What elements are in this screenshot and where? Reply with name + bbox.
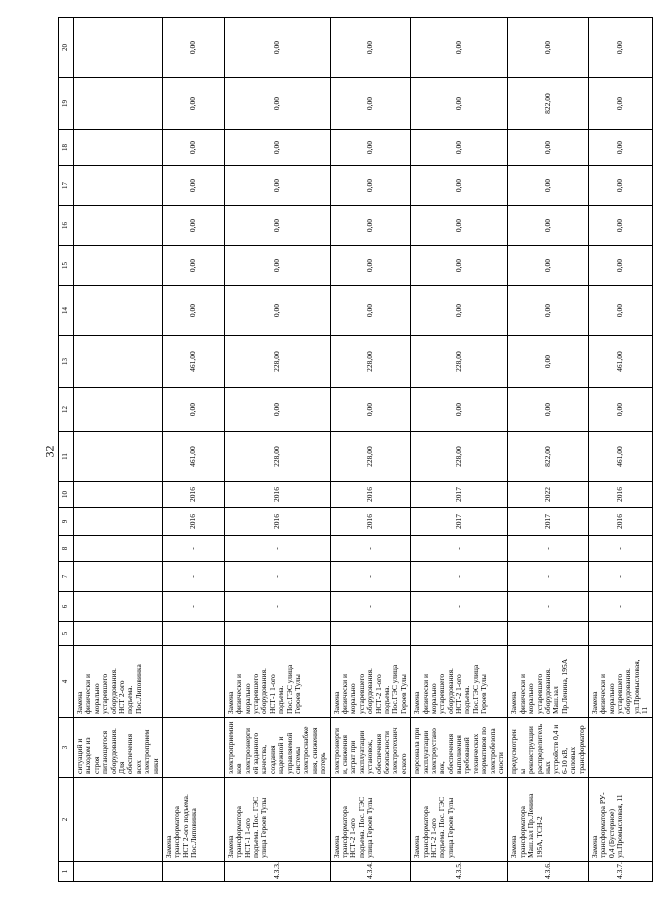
- cell-name: Замена трансформатора НСТ-2 1-ого подъема. Пос. ГЭС улица Героев Тулы: [411, 778, 508, 862]
- cell-c16: 0,00: [508, 206, 589, 246]
- cell-c6: -: [508, 592, 589, 622]
- cell-c15: 0,00: [588, 246, 652, 286]
- column-number-2: 2: [59, 778, 74, 862]
- cell-c10: 2016: [330, 482, 411, 508]
- cell-col5-empty: [224, 622, 330, 646]
- column-number-6: 6: [59, 592, 74, 622]
- cell-c13: 228,00: [411, 336, 508, 388]
- cell-c20: 0,00: [508, 18, 589, 78]
- cell-num: 4.3.6.: [508, 862, 589, 882]
- cell-c15: 0,00: [162, 246, 224, 286]
- cell-c6: -: [162, 592, 224, 622]
- table-row: [411, 18, 508, 882]
- investment-program-table: [58, 17, 653, 882]
- column-number-1: 1: [59, 862, 74, 882]
- cell-num: 4.3.4.: [330, 862, 411, 882]
- cell-c8: -: [588, 536, 652, 562]
- cell-c10: 2016: [162, 482, 224, 508]
- cell-c10: 2016: [224, 482, 330, 508]
- cell-c9: 2016: [162, 508, 224, 536]
- table-row: [162, 18, 224, 882]
- cell-c7: -: [224, 562, 330, 592]
- cell-name: [74, 778, 163, 862]
- cell-c8: -: [411, 536, 508, 562]
- cell-c16: 0,00: [330, 206, 411, 246]
- cell-c8: -: [330, 536, 411, 562]
- cell-c14: [74, 286, 163, 336]
- cell-c6: -: [224, 592, 330, 622]
- cell-c9: 2016: [224, 508, 330, 536]
- cell-c19: 0,00: [588, 78, 652, 130]
- cell-c20: 0,00: [162, 18, 224, 78]
- cell-c17: 0,00: [411, 166, 508, 206]
- cell-c19: [74, 78, 163, 130]
- cell-c20: 0,00: [330, 18, 411, 78]
- cell-c6: -: [588, 592, 652, 622]
- cell-num: 4.3.3.: [224, 862, 330, 882]
- column-number-8: 8: [59, 536, 74, 562]
- cell-reason: электроприемни ков электроэнерги ей заданного качества, создания надежной и управляемой системы электроснабже ния, снижения потерь: [224, 718, 330, 778]
- cell-name: Замена трансформатора НСТ-2 1-ого подъема. Пос. ГЭС улица Героев Тулы: [330, 778, 411, 862]
- table-row: [224, 18, 330, 882]
- cell-c16: 0,00: [411, 206, 508, 246]
- cell-col5-empty: [508, 622, 589, 646]
- cell-c11: 461,00: [588, 432, 652, 482]
- cell-num: [74, 862, 163, 882]
- cell-c17: 0,00: [224, 166, 330, 206]
- cell-c8: -: [162, 536, 224, 562]
- cell-c15: 0,00: [508, 246, 589, 286]
- table-frame: [58, 18, 650, 882]
- cell-c14: 0,00: [508, 286, 589, 336]
- cell-c15: [74, 246, 163, 286]
- cell-c17: 0,00: [508, 166, 589, 206]
- cell-reason: предусмотрен ы реконструкции распределитель ных устройств 0,4 и 6-10 кВ, силовых трансформатор: [508, 718, 589, 778]
- cell-c12: 0,00: [588, 388, 652, 432]
- column-number-13: 13: [59, 336, 74, 388]
- cell-c18: 0,00: [162, 130, 224, 166]
- cell-c7: -: [330, 562, 411, 592]
- column-number-18: 18: [59, 130, 74, 166]
- cell-col5-empty: [411, 622, 508, 646]
- cell-c10: 2017: [411, 482, 508, 508]
- cell-c6: -: [330, 592, 411, 622]
- cell-c18: 0,00: [224, 130, 330, 166]
- cell-c12: 0,00: [330, 388, 411, 432]
- cell-col5-empty: [162, 622, 224, 646]
- cell-goal: Замена физически и морально устаревшего оборудования. НСТ-2 1-ого подъема. Пос.ГЭС улица Героев Тулы: [330, 646, 411, 718]
- cell-c14: 0,00: [162, 286, 224, 336]
- cell-c13: 0,00: [508, 336, 589, 388]
- cell-c20: 0,00: [588, 18, 652, 78]
- cell-reason: [588, 718, 652, 778]
- cell-c17: 0,00: [330, 166, 411, 206]
- cell-num: [162, 862, 224, 882]
- cell-c10: 2016: [588, 482, 652, 508]
- cell-c11: 228,00: [330, 432, 411, 482]
- cell-c8: [74, 536, 163, 562]
- column-number-5: 5: [59, 622, 74, 646]
- cell-c17: 0,00: [162, 166, 224, 206]
- column-number-row: [59, 18, 74, 882]
- cell-c16: [74, 206, 163, 246]
- table-row: [508, 18, 589, 882]
- column-number-11: 11: [59, 432, 74, 482]
- cell-goal: Замена физически и морально устаревшего оборудования. Маш.зал Пр.Ленина, 195А: [508, 646, 589, 718]
- column-number-9: 9: [59, 508, 74, 536]
- cell-c11: 228,00: [411, 432, 508, 482]
- cell-name: Замена трансформатора НСТ 2-ого подъема. Пос.Липовинка: [162, 778, 224, 862]
- page-number: 32: [42, 445, 57, 458]
- cell-name: Замена трансформатора РУ- 0,4 (Бустерное) ул.Промысловая, 11: [588, 778, 652, 862]
- cell-c20: [74, 18, 163, 78]
- table-row: [330, 18, 411, 882]
- cell-col5-empty: [588, 622, 652, 646]
- cell-c15: 0,00: [411, 246, 508, 286]
- cell-reason: персонала при эксплуатации электроустано вок, обеспечения выполнения требований технических нормативов по электробезопа сности: [411, 718, 508, 778]
- cell-c9: [74, 508, 163, 536]
- cell-c20: 0,00: [224, 18, 330, 78]
- cell-c7: -: [508, 562, 589, 592]
- cell-c12: 0,00: [411, 388, 508, 432]
- cell-reason: электроэнерги и, снижения затрат при эксплуатации установок, обеспечения безопасности электротехнич еского: [330, 718, 411, 778]
- cell-c19: 822,00: [508, 78, 589, 130]
- cell-c16: 0,00: [162, 206, 224, 246]
- cell-c14: 0,00: [411, 286, 508, 336]
- cell-c9: 2017: [508, 508, 589, 536]
- cell-goal: Замена физически и морально устаревшего оборудования. НСТ-2 1-ого подъема. Пос.ГЭС улица Героев Тулы: [411, 646, 508, 718]
- cell-name: Замена трансформатора НСТ-1 1-ого подъема. Пос. ГЭС улица Героев Тулы: [224, 778, 330, 862]
- column-number-16: 16: [59, 206, 74, 246]
- cell-c9: 2016: [330, 508, 411, 536]
- column-number-3: 3: [59, 718, 74, 778]
- cell-c13: 461,00: [162, 336, 224, 388]
- column-number-20: 20: [59, 18, 74, 78]
- cell-c10: [74, 482, 163, 508]
- cell-c19: 0,00: [411, 78, 508, 130]
- cell-c12: 0,00: [162, 388, 224, 432]
- table-row: [588, 18, 652, 882]
- cell-c12: 0,00: [508, 388, 589, 432]
- cell-num: 4.3.7.: [588, 862, 652, 882]
- cell-c18: [74, 130, 163, 166]
- column-number-17: 17: [59, 166, 74, 206]
- cell-goal: Замена физически и морально устаревшего оборудования. ул.Промысловая, 11: [588, 646, 652, 718]
- cell-col5-empty: [330, 622, 411, 646]
- cell-c19: 0,00: [224, 78, 330, 130]
- column-number-12: 12: [59, 388, 74, 432]
- cell-c10: 2022: [508, 482, 589, 508]
- cell-c20: 0,00: [411, 18, 508, 78]
- column-number-10: 10: [59, 482, 74, 508]
- cell-num: 4.3.5.: [411, 862, 508, 882]
- cell-c15: 0,00: [330, 246, 411, 286]
- cell-c13: 461,00: [588, 336, 652, 388]
- cell-c14: 0,00: [224, 286, 330, 336]
- cell-c17: [74, 166, 163, 206]
- column-number-7: 7: [59, 562, 74, 592]
- cell-c11: 822,00: [508, 432, 589, 482]
- cell-c18: 0,00: [508, 130, 589, 166]
- column-number-4: 4: [59, 646, 74, 718]
- cell-c13: 228,00: [224, 336, 330, 388]
- cell-c9: 2017: [411, 508, 508, 536]
- cell-c13: 228,00: [330, 336, 411, 388]
- cell-c15: 0,00: [224, 246, 330, 286]
- cell-name: Замена трансформатора Маш.зал Пр.Ленина 195А, ТСН-2: [508, 778, 589, 862]
- cell-goal: Замена физически и морально устаревшего оборудования. НСТ 2-ого подъема. Пос.Липовинка: [74, 646, 163, 718]
- table-row: [74, 18, 163, 882]
- cell-c19: 0,00: [162, 78, 224, 130]
- cell-c13: [74, 336, 163, 388]
- cell-reason: [162, 718, 224, 778]
- cell-c7: -: [162, 562, 224, 592]
- cell-goal: Замена физически и морально устаревшего оборудования. НСТ-1 1-ого подъема. Пос.ГЭС улица Героев Тулы: [224, 646, 330, 718]
- cell-c11: 461,00: [162, 432, 224, 482]
- cell-goal: [162, 646, 224, 718]
- cell-c8: -: [508, 536, 589, 562]
- cell-c8: -: [224, 536, 330, 562]
- cell-col5-empty: [74, 622, 163, 646]
- cell-c11: [74, 432, 163, 482]
- cell-reason: ситуаций и выходом из строя питающегося оборудования. Для обеспечения всех электроприем ники: [74, 718, 163, 778]
- cell-c6: [74, 592, 163, 622]
- cell-c14: 0,00: [330, 286, 411, 336]
- cell-c14: 0,00: [588, 286, 652, 336]
- cell-c6: -: [411, 592, 508, 622]
- cell-c7: -: [588, 562, 652, 592]
- cell-c16: 0,00: [224, 206, 330, 246]
- column-number-14: 14: [59, 286, 74, 336]
- cell-c7: [74, 562, 163, 592]
- cell-c18: 0,00: [411, 130, 508, 166]
- rotated-table-wrapper: [58, 18, 650, 882]
- cell-c16: 0,00: [588, 206, 652, 246]
- cell-c18: 0,00: [330, 130, 411, 166]
- cell-c17: 0,00: [588, 166, 652, 206]
- cell-c9: 2016: [588, 508, 652, 536]
- column-number-15: 15: [59, 246, 74, 286]
- cell-c7: -: [411, 562, 508, 592]
- cell-c11: 228,00: [224, 432, 330, 482]
- cell-c12: [74, 388, 163, 432]
- cell-c18: 0,00: [588, 130, 652, 166]
- cell-c12: 0,00: [224, 388, 330, 432]
- column-number-19: 19: [59, 78, 74, 130]
- cell-c19: 0,00: [330, 78, 411, 130]
